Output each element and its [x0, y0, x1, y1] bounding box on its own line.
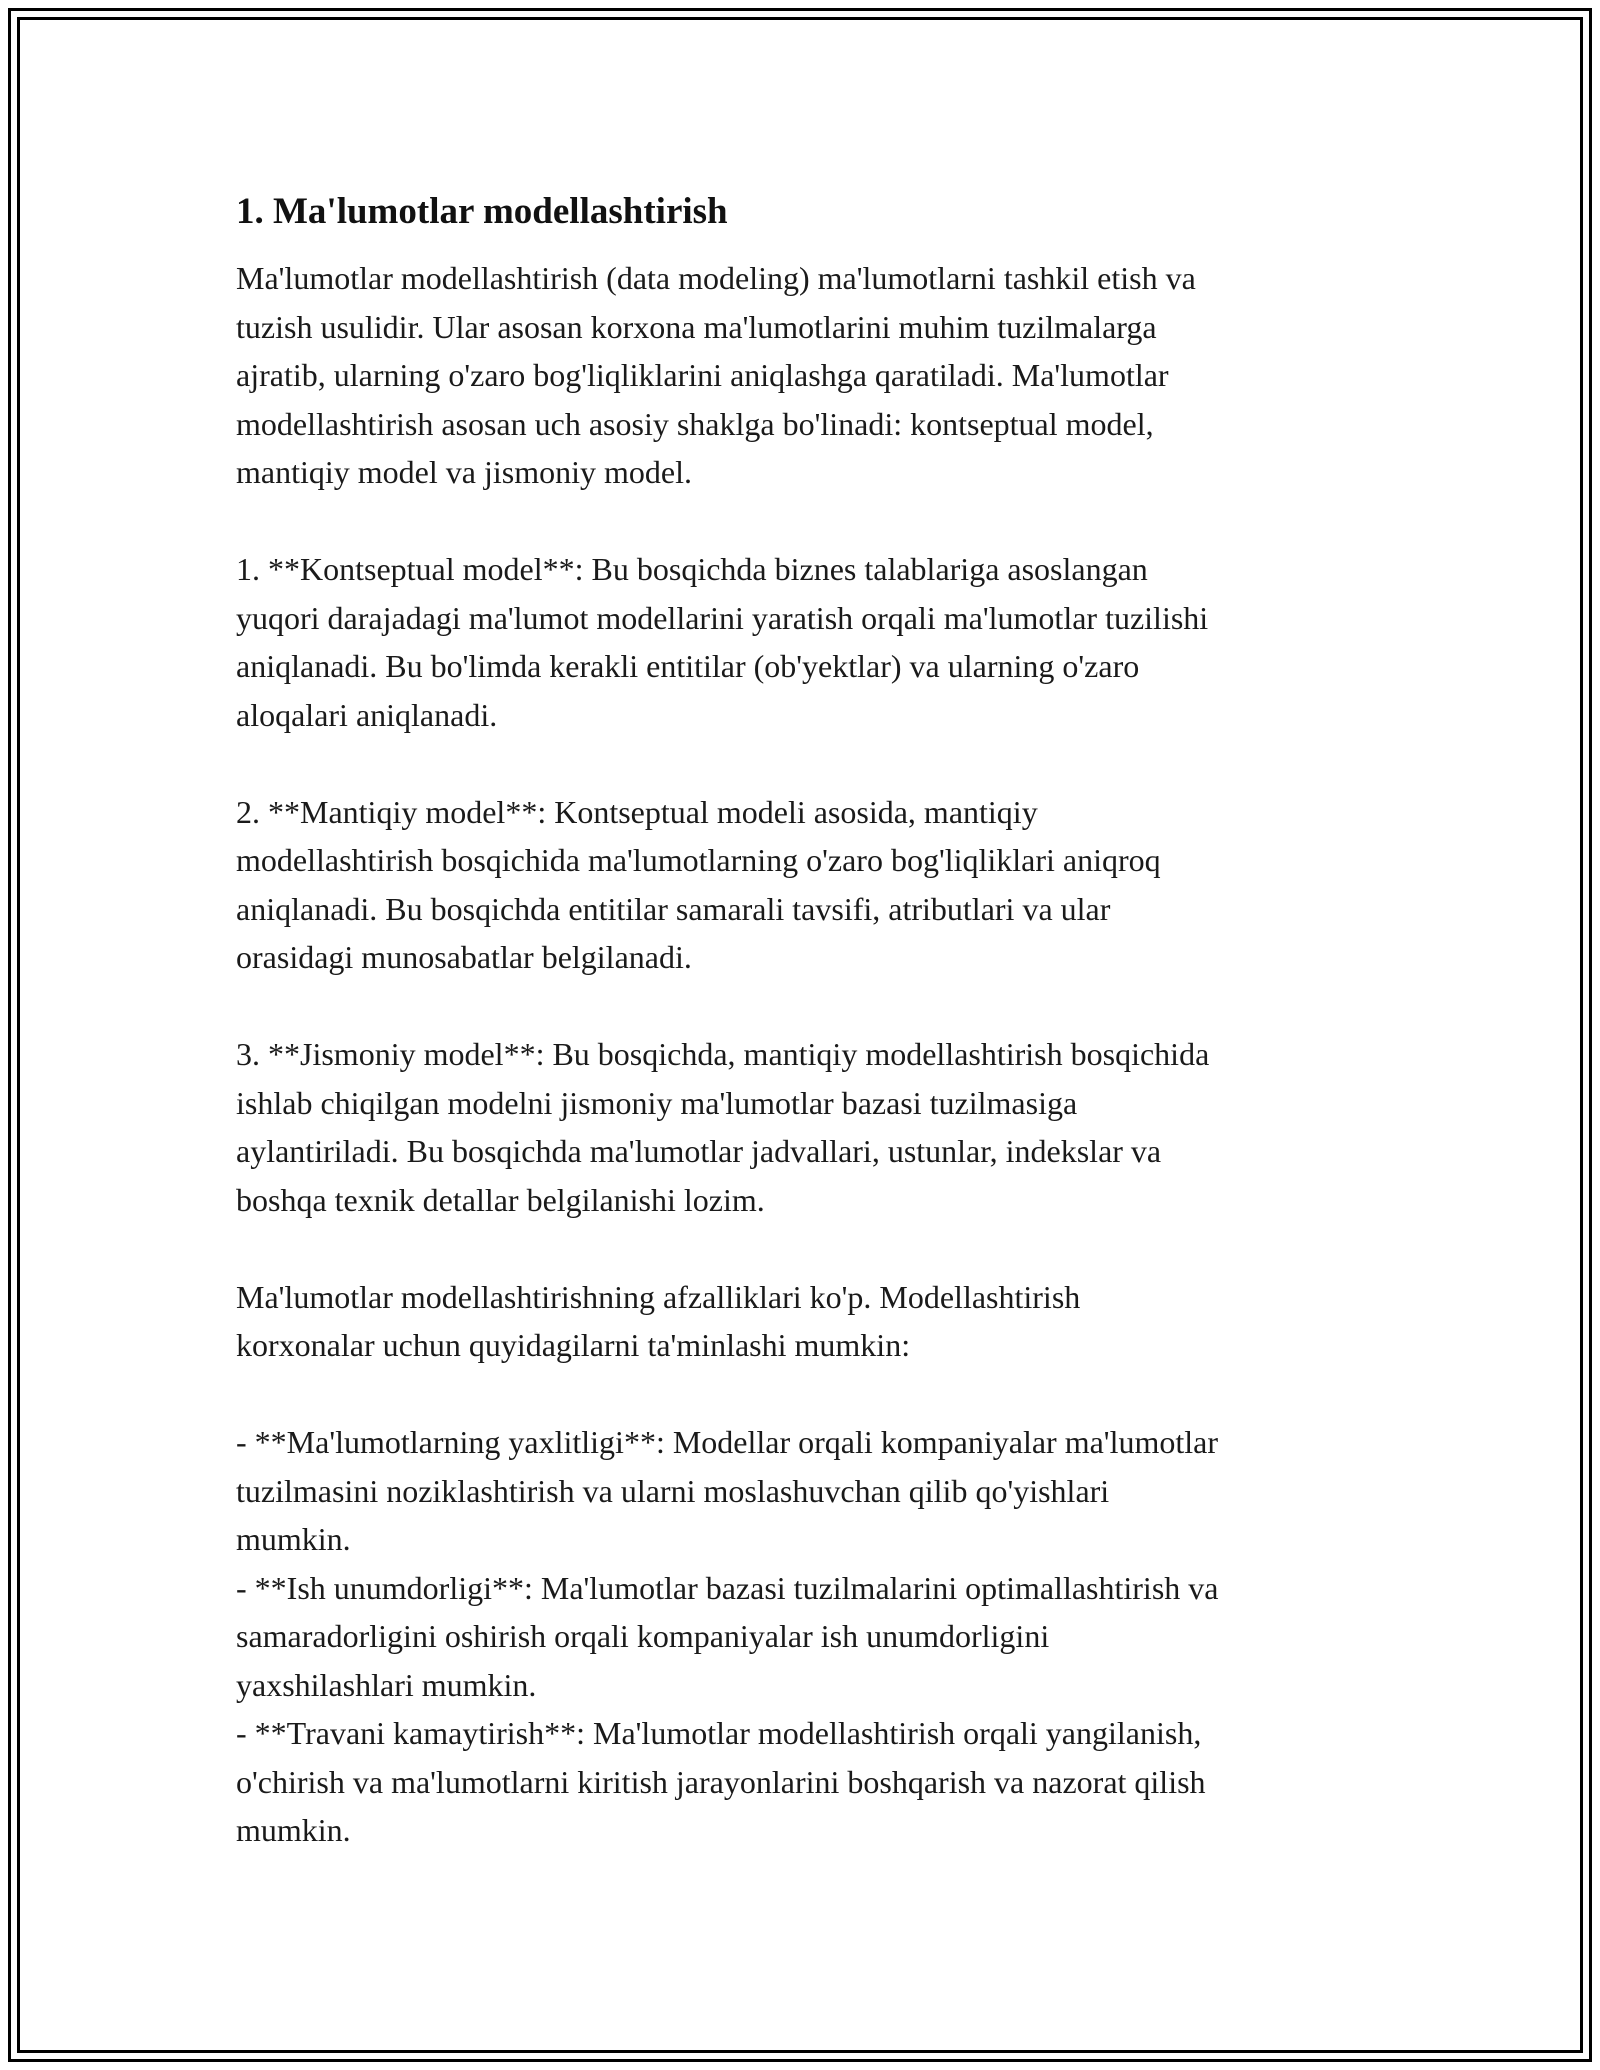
- list-item-line: tuzilmasini noziklashtirish va ularni moslashuvchan qilib qo'yishlari: [236, 1472, 1110, 1509]
- list-item-line: mumkin.: [236, 1521, 351, 1557]
- text-line: aloqalari aniqlanadi.: [236, 696, 498, 733]
- text-line: Ma'lumotlar modellashtirish (data modeling) ma'lumotlarni tashkil etish va: [236, 260, 1196, 296]
- paragraph-advantages-intro: [236, 1273, 1386, 1370]
- text-line: aylantiriladi. Bu bosqichda ma'lumotlar jadvallari, ustunlar, indekslar va: [236, 1133, 1162, 1169]
- text-line: aniqlanadi. Bu bosqichda entitilar samarali tavsifi, atributlari va ular: [236, 890, 1111, 927]
- document-title: 1. Ma'lumotlar modellashtirish: [236, 191, 728, 232]
- paragraph-physical-model: [236, 1030, 1386, 1224]
- list-item-line: mumkin.: [236, 1812, 351, 1848]
- text-line: boshqa texnik detallar belgilanishi lozim.: [236, 1181, 765, 1218]
- text-line: Ma'lumotlar modellashtirishning afzalliklari ko'p. Modellashtirish: [236, 1278, 1081, 1315]
- text-line: korxonalar uchun quyidagilarni ta'minlashi mumkin:: [236, 1327, 911, 1363]
- text-line: modellashtirish bosqichida ma'lumotlarning o'zaro bog'liqliklari aniqroq: [236, 842, 1161, 878]
- paragraph-conceptual-model: [236, 545, 1386, 739]
- advantages-list: [236, 1418, 1386, 1855]
- text-line: 3. **Jismoniy model**: Bu bosqichda, mantiqiy modellashtirish bosqichida: [236, 1036, 1210, 1072]
- text-line: 1. **Kontseptual model**: Bu bosqichda biznes talablariga asoslangan: [236, 551, 1148, 587]
- list-item-line: samaradorligini oshirish orqali kompaniyalar ish unumdorligini: [236, 1618, 1050, 1654]
- paragraph-intro: [236, 254, 1386, 497]
- text-line: 2. **Mantiqiy model**: Kontseptual modeli asosida, mantiqiy: [236, 793, 1038, 830]
- paragraph-logical-model: [236, 788, 1386, 982]
- text-line: yuqori darajadagi ma'lumot modellarini yaratish orqali ma'lumotlar tuzilishi: [236, 599, 1209, 636]
- text-line: ajratib, ularning o'zaro bog'liqliklarini aniqlashga qaratiladi. Ma'lumotlar: [236, 357, 1169, 393]
- text-line: ishlab chiqilgan modelni jismoniy ma'lumotlar bazasi tuzilmasiga: [236, 1084, 1078, 1121]
- text-line: mantiqiy model va jismoniy model.: [236, 454, 692, 490]
- text-line: orasidagi munosabatlar belgilanadi.: [236, 939, 692, 975]
- document-body: [236, 186, 1386, 1855]
- list-item-line: - **Travani kamaytirish**: Ma'lumotlar modellashtirish orqali yangilanish,: [236, 1715, 1202, 1751]
- list-item-line: - **Ish unumdorligi**: Ma'lumotlar bazasi tuzilmalarini optimallashtirish va: [236, 1569, 1219, 1606]
- text-line: modellashtirish asosan uch asosiy shaklga bo'linadi: kontseptual model,: [236, 405, 1154, 442]
- list-item-line: - **Ma'lumotlarning yaxlitligi**: Modellar orqali kompaniyalar ma'lumotlar: [236, 1424, 1218, 1460]
- text-line: tuzish usulidir. Ular asosan korxona ma'lumotlarini muhim tuzilmalarga: [236, 308, 1157, 345]
- text-line: aniqlanadi. Bu bo'limda kerakli entitilar (ob'yektlar) va ularning o'zaro: [236, 648, 1140, 684]
- list-item-line: o'chirish va ma'lumotlarni kiritish jarayonlarini boshqarish va nazorat qilish: [236, 1763, 1206, 1800]
- list-item-line: yaxshilashlari mumkin.: [236, 1666, 537, 1703]
